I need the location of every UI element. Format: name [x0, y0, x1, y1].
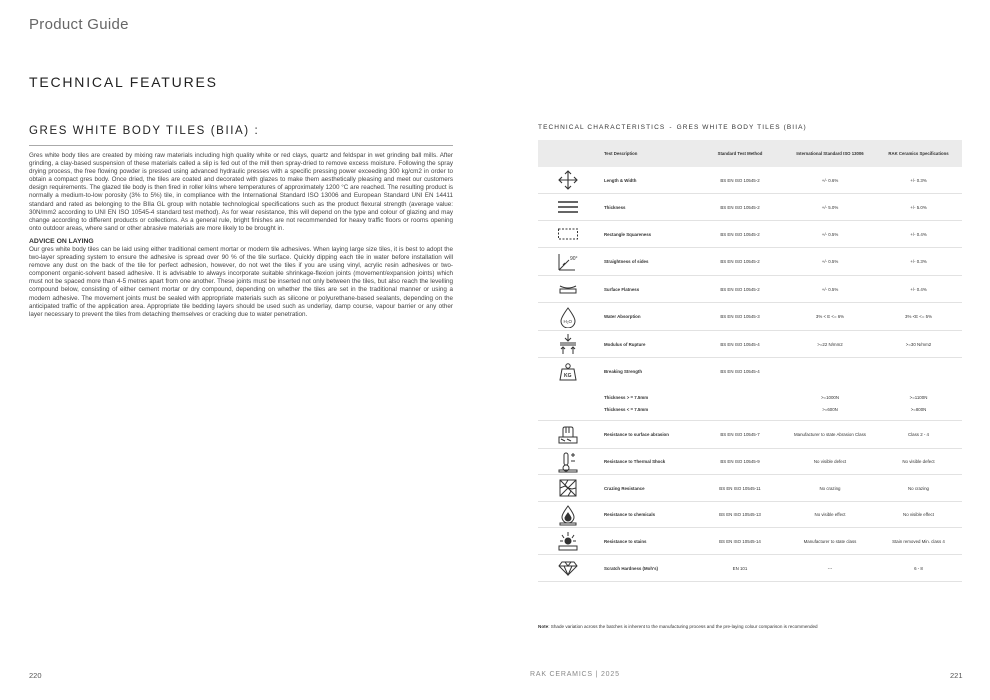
table-title-right: GRES WHITE BODY TILES (BIIA) [676, 124, 807, 131]
row-iso: No visible defect [813, 459, 847, 464]
table-row [538, 331, 962, 358]
row-desc: Surface Flatness [604, 286, 640, 292]
row-desc: Resistance to chemicals [604, 512, 656, 517]
row-iso: +/- 0.5% [821, 259, 839, 264]
row-std: EN 101 [732, 565, 748, 571]
surface-flatness-icon [538, 282, 598, 296]
page-number-left: 220 [29, 671, 42, 680]
row-iso: No crazing [819, 485, 841, 491]
row-iso: No visible effect [814, 512, 846, 517]
row-desc: Resistance to Thermal Shock [604, 459, 666, 464]
row-desc: Resistance to stains [604, 538, 647, 544]
row-desc: Breaking Strength [604, 369, 643, 374]
abrasion-hand-icon [538, 424, 598, 446]
row-desc: Modulus of Rupture [604, 341, 646, 347]
row-iso: +/- 0.5% [821, 231, 839, 237]
row-rak: +/- 5.0% [910, 204, 927, 210]
row-desc: Water Absorption [604, 314, 641, 319]
table-title-separator: - [669, 124, 673, 131]
row-std: BS EN ISO 10545-2 [720, 259, 760, 264]
breaking-sub-row [538, 391, 962, 403]
left-column [29, 125, 453, 319]
row-std: BS EN ISO 10545-14 [719, 538, 761, 544]
row-rak: >=30 N/mm2 [905, 341, 932, 347]
dashed-rectangle-icon [538, 227, 598, 241]
table-row [538, 303, 962, 331]
table-row [538, 502, 962, 528]
crazing-icon [538, 477, 598, 499]
weight-kg-icon [538, 362, 598, 382]
row-rak: No visible effect [903, 512, 934, 517]
row-std: BS EN ISO 10545-2 [720, 231, 760, 237]
row-rak: Class 2 - 4 [908, 432, 929, 437]
row-desc: Thickness [604, 204, 626, 210]
sub-desc: Thickness < = 7.5mm [604, 406, 649, 412]
row-rak: No crazing [908, 485, 929, 491]
modulus-arrows-icon [538, 333, 598, 355]
row-std: BS EN ISO 10545-3 [720, 314, 760, 319]
breaking-sub-row [538, 403, 962, 415]
row-desc: Rectangle Squareness [604, 231, 652, 237]
header-iso-standard: International Standard ISO 13006 [796, 151, 864, 156]
table-row [538, 221, 962, 248]
row-std: BS EN ISO 10545-2 [720, 286, 760, 292]
angle-90-label: 90° [570, 255, 578, 262]
row-std: BS EN ISO 10545-4 [720, 341, 760, 347]
table-row [538, 194, 962, 221]
thickness-lines-icon [538, 200, 598, 214]
row-std: BS EN ISO 10545-13 [719, 512, 761, 517]
row-std: BS EN ISO 10545-9 [720, 459, 760, 464]
row-std: BS EN ISO 10545-4 [720, 369, 760, 374]
header-test-description: Test Description [604, 151, 638, 156]
row-std: BS EN ISO 10545-2 [720, 204, 760, 210]
sub-rak: >=1100N [909, 394, 928, 400]
row-rak: +/- 0.3% [910, 259, 927, 264]
row-iso: Manufacturer to state class [803, 538, 857, 544]
arrows-cross-icon [538, 169, 598, 191]
right-column [538, 124, 962, 582]
row-iso: +/- 0.6% [821, 177, 839, 183]
weight-kg-label: KG [564, 372, 572, 379]
row-rak: 3% <E <= 5% [905, 314, 932, 319]
row-iso: +/- 0.5% [821, 286, 839, 292]
table-row [538, 276, 962, 303]
sub-rak: >=800N [910, 406, 927, 412]
header-rak-spec: RAK Ceramics Specifications [888, 151, 949, 156]
description-paragraph: Gres white body tiles are created by mixing raw materials including high quality white or red clays, quartz and feldspar in wet grinding ball mills. After grinding, a clay-based suspension of these materials called a slip is fed out of the mill then spray-dried to remove excess moisture. Following the spray drying process, the free flowing powder is pressed using advanced hydraulic presses with a specific pressing power exceeding 300 kg/cm2 in order to obtain a compact gres body. Once dried, the tiles are coated and decorated with glazes to make them aesthetically pleasing and meet our customers design requirements. The glazed tile body is then fired in roller kilns where temperatures of approximately 1200 °C are reached. The resulting product is normally a medium-to-low porosity (3% to 5%) tile, in compliance with the International Standard ISO 13006 and European Standard UNI EN 14411 standard and rated as belonging to the BIIa GL group with notable technological specifications such as the product flexural strength (average value: 30N/mm2 according to UNI EN ISO 10545-4 standard test method). As for wear resistance, this will depend on the type and colour of glazing and may change according to different products or collections. As a general rule, bright finishes are not recommended for heavy traffic floors or rooms opening onto outdoor areas, where sand or other abrasive materials are more likely to be brought in. [29, 152, 453, 232]
chemical-drop-icon [538, 504, 598, 526]
diamond-icon [538, 560, 598, 576]
table-row [538, 358, 962, 385]
sub-desc: Thickness > = 7.5mm [604, 394, 649, 400]
row-desc: Crazing Resistance [604, 485, 645, 491]
table-title [538, 124, 962, 131]
row-iso: Manufacturer to state Abrasion Class [794, 432, 866, 437]
table-title-left: TECHNICAL CHARACTERISTICS [538, 124, 666, 131]
row-desc: Length & Width [604, 177, 637, 183]
note-text: : Shade variation across the batches is inherent to the manufacturing process and the pre-laying colour comparison is recommended [548, 624, 818, 629]
row-desc: Scratch Hardness (Moh's) [604, 565, 658, 571]
row-std: BS EN ISO 10545-7 [720, 432, 760, 437]
table-row [538, 528, 962, 555]
water-drop-label: H₂O [563, 318, 572, 324]
advice-paragraph: Our gres white body tiles can be laid using either traditional cement mortar or modern tile adhesives. When laying large size tiles, it is best to adopt the two-layer spreading system to ensure the adhesive is spread over 90 % of the tile surface. Quickly dipping each tile in water before installation will remove any dust on the back of the tile for perfect adhesion, however, do not wet the tiles if you are using vinyl, acrylic resin adhesives or two-component organic-solvent based adhesive. It is advisable to always incorporate suitable shrinkage-flexion joints (movement/expansion joints) which must not be spaced more than 4-5 metres apart from one another. These joints must be inserted not only between the tiles, but also reach the levelling compound below, consisting of either cement mortar or dry compound, depending on whether the tiles are set in the traditional manner or using a modern adhesive. The movement joints must be sealed with appropriate materials such as silicone or polyurethane-based sealants, depending on the anticipated traffic of the application area. Appropriate tile bedding layers should be used such as underlay, damp course, vapour barrier or any other layer necessary to prevent the tiles from detaching themselves or cracking due to water penetration. [29, 245, 453, 318]
sub-iso: >=600N [822, 406, 838, 412]
water-drop-icon [538, 306, 598, 328]
row-desc: Straightness of sides [604, 259, 649, 264]
row-std: BS EN ISO 10545-2 [720, 177, 760, 183]
thermometer-icon [538, 451, 598, 473]
header-standard-method: Standard Test Method [717, 151, 763, 156]
table-header [538, 140, 962, 167]
row-rak: 6 - 8 [914, 565, 923, 571]
page-header-title: Product Guide [29, 16, 129, 33]
stain-icon [538, 530, 598, 552]
table-row [538, 248, 962, 276]
table-row [538, 555, 962, 582]
subsection-title: GRES WHITE BODY TILES (BIIA) : [29, 125, 453, 146]
table-row-breaking [538, 358, 962, 421]
table-row [538, 475, 962, 502]
row-iso: +/- 5.0% [821, 204, 839, 210]
table-row [538, 449, 962, 475]
row-iso: 3% < E <= 6% [815, 314, 845, 319]
angle-90-icon [538, 251, 598, 273]
row-iso: --- [827, 565, 833, 571]
row-rak: Stain removed Min. class 4 [892, 538, 945, 544]
advice-heading: ADVICE ON LAYING [29, 237, 94, 245]
page-number-right: 221 [950, 671, 963, 680]
row-std: BS EN ISO 10545-11 [719, 485, 761, 491]
sub-iso: >=1000N [820, 394, 840, 400]
row-rak: +/- 0.4% [910, 286, 927, 292]
note-label: Note [538, 624, 549, 629]
footer-brand: RAK CERAMICS | 2025 [530, 671, 620, 678]
row-rak: +/- 0.4% [910, 231, 927, 237]
row-iso: >=22 N/mm2 [817, 341, 843, 347]
table-row [538, 421, 962, 449]
table-row [538, 167, 962, 194]
row-rak: No visible defect [902, 459, 935, 464]
table-note [538, 624, 818, 629]
row-desc: Resistance to surface abrasion [604, 432, 669, 437]
section-title: TECHNICAL FEATURES [29, 74, 218, 90]
row-rak: +/- 0.3% [910, 177, 927, 183]
